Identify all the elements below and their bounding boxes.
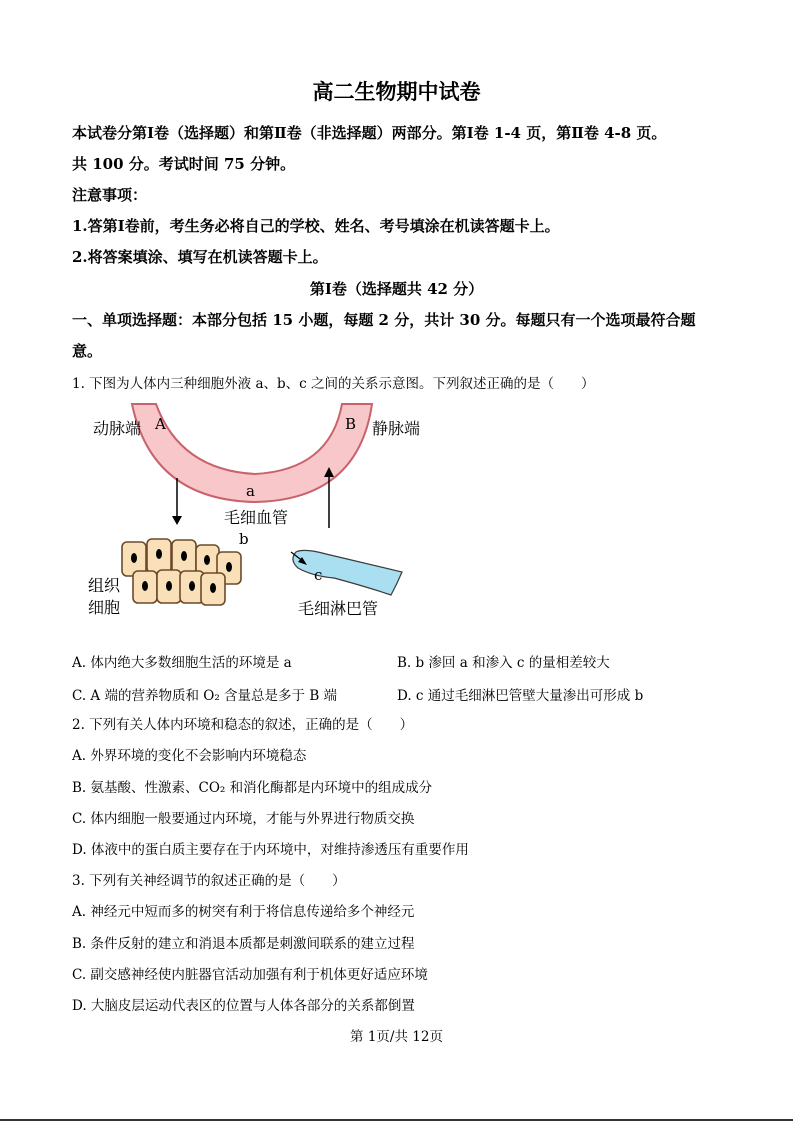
arrow-down-head (172, 516, 182, 525)
note-2: 2.将答案填涂、填写在机读答题卡上。 (72, 248, 328, 266)
intro-line-1: 本试卷分第Ⅰ卷（选择题）和第Ⅱ卷（非选择题）两部分。第Ⅰ卷 1-4 页，第Ⅱ卷 4-8 页。 (72, 124, 667, 142)
question-3-stem: 3. 下列有关神经调节的叙述正确的是（ ） (72, 873, 346, 889)
nucleus (166, 581, 172, 591)
page-bottom-edge (0, 1119, 793, 1121)
q2-option-b: B. 氨基酸、性激素、CO₂ 和消化酶都是内环境中的组成成分 (72, 780, 433, 796)
nucleus (210, 583, 216, 593)
question-1-stem: 1. 下图为人体内三种细胞外液 a、b、c 之间的关系示意图。下列叙述正确的是（ ） (72, 376, 595, 392)
label-arterial-end: 动脉端 (93, 419, 142, 438)
q1-option-a: A. 体内绝大多数细胞生活的环境是 a (72, 655, 292, 671)
q3-option-d: D. 大脑皮层运动代表区的位置与人体各部分的关系都倒置 (72, 998, 415, 1014)
label-tissue-line-1: 组织 (88, 576, 121, 595)
nucleus (156, 549, 162, 559)
question-2-stem: 2. 下列有关人体内环境和稳态的叙述，正确的是（ ） (72, 717, 414, 733)
nucleus (181, 551, 187, 561)
q1-option-d: D. c 通过毛细淋巴管壁大量渗出可形成 b (397, 688, 644, 704)
section-title: 第Ⅰ卷（选择题共 42 分） (309, 280, 484, 298)
nucleus (189, 581, 195, 591)
nucleus (226, 562, 232, 572)
q2-option-d: D. 体液中的蛋白质主要存在于内环境中，对维持渗透压有重要作用 (72, 842, 469, 858)
part-heading-line-2: 意。 (72, 342, 103, 360)
intro-line-2: 共 100 分。考试时间 75 分钟。 (72, 155, 296, 173)
label-lymph-capillary: 毛细淋巴管 (298, 599, 379, 618)
page-title: 高二生物期中试卷 (312, 79, 481, 104)
lymph-capillary (293, 550, 402, 595)
label-capillary: 毛细血管 (224, 508, 289, 527)
tissue-cells (122, 539, 241, 605)
nucleus (131, 553, 137, 563)
nucleus (204, 555, 210, 565)
part-heading-line-1: 一、单项选择题：本部分包括 15 小题，每题 2 分，共计 30 分。每题只有一个选项最符合题 (72, 311, 696, 329)
q1-option-b: B. b 渗回 a 和渗入 c 的量相差较大 (397, 655, 610, 671)
label-venous-end: 静脉端 (372, 419, 421, 438)
notes-heading: 注意事项： (72, 186, 148, 204)
label-a: a (246, 482, 255, 500)
page-footer: 第 1页/共 12页 (350, 1029, 443, 1045)
label-tissue-line-2: 细胞 (88, 598, 121, 617)
label-b: b (239, 530, 249, 548)
q2-option-a: A. 外界环境的变化不会影响内环境稳态 (72, 748, 307, 764)
q3-option-c: C. 副交感神经使内脏器官活动加强有利于机体更好适应环境 (72, 967, 428, 983)
label-B: B (345, 415, 357, 433)
q3-option-a: A. 神经元中短而多的树突有利于将信息传递给多个神经元 (72, 904, 415, 920)
note-1: 1.答第Ⅰ卷前，考生务必将自己的学校、姓名、考号填涂在机读答题卡上。 (72, 217, 560, 235)
label-A: A (155, 415, 166, 433)
q1-option-c: C. A 端的营养物质和 O₂ 含量总是多于 B 端 (72, 688, 338, 704)
label-c: c (314, 566, 323, 584)
q3-option-b: B. 条件反射的建立和消退本质都是刺激间联系的建立过程 (72, 936, 415, 952)
nucleus (142, 581, 148, 591)
q2-option-c: C. 体内细胞一般要通过内环境，才能与外界进行物质交换 (72, 811, 415, 827)
